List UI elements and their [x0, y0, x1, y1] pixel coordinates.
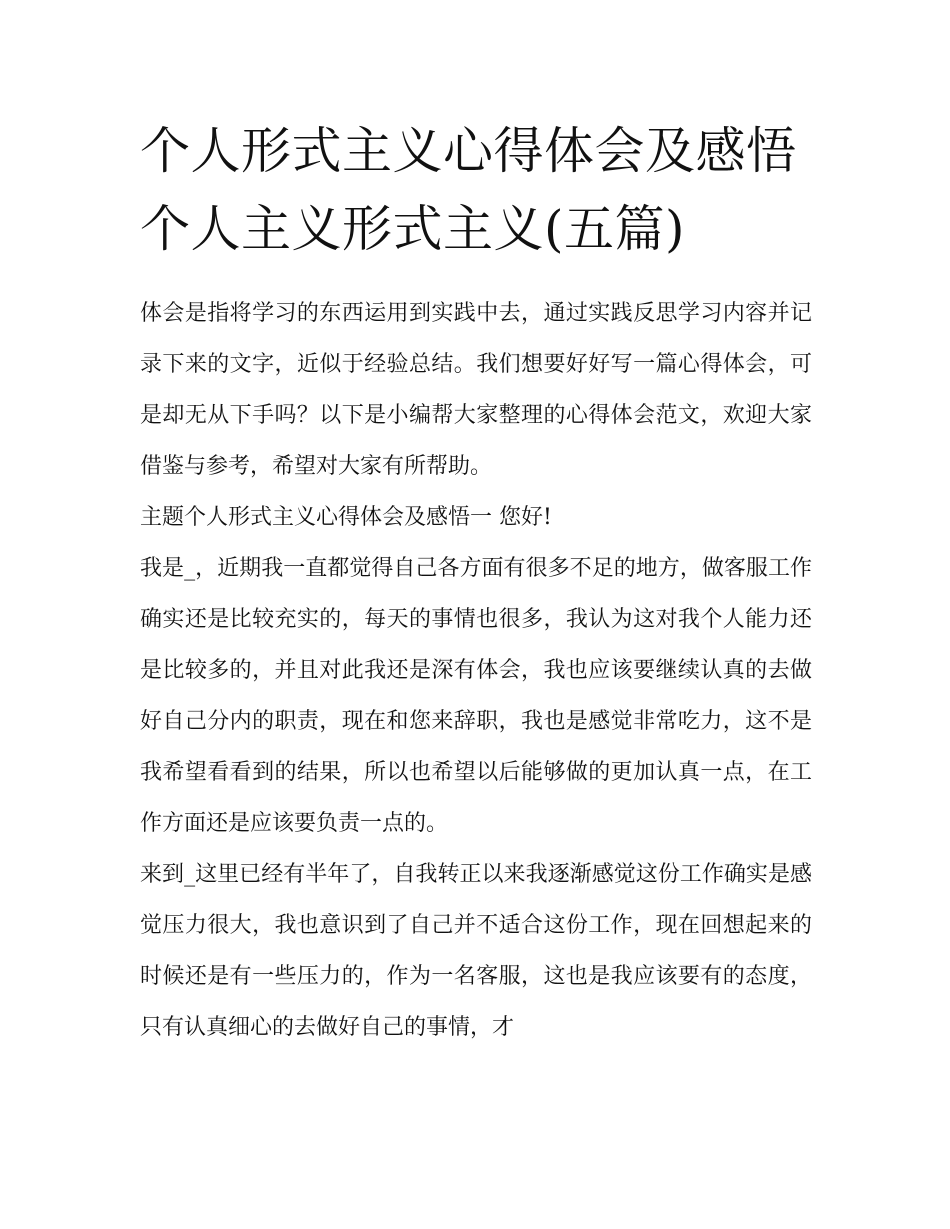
- document-title: [140, 112, 812, 268]
- document-page: [140, 112, 812, 1053]
- body-paragraph-1: 我是_，近期我一直都觉得自己各方面有很多不足的地方，做客服工作确实还是比较充实的，每天的事情也很多，我认为这对我个人能力还是比较多的，并且对此我还是深有体会，我也应该要继续认真的去做好自己分内的职责，现在和您来辞职，我也是感觉非常吃力，这不是我希望看看到的结果，所以也希望以后能够做的更加认真一点，在工作方面还是应该要负责一点的。: [140, 556, 812, 836]
- title-line-2: 个人主义形式主义(五篇): [140, 200, 686, 258]
- intro-paragraph: 体会是指将学习的东西运用到实践中去，通过实践反思学习内容并记录下来的文字，近似于经验总结。我们想要好好写一篇心得体会，可是却无从下手吗？以下是小编帮大家整理的心得体会范文，欢迎大家借鉴与参考，希望对大家有所帮助。: [140, 301, 812, 479]
- body-paragraph-2: 来到_这里已经有半年了，自我转正以来我逐渐感觉这份工作确实是感觉压力很大，我也意识到了自己并不适合这份工作，现在回想起来的时候还是有一些压力的，作为一名客服，这也是我应该要有的态度，只有认真细心的去做好自己的事情，才: [140, 862, 812, 1040]
- document-body: [140, 288, 812, 1053]
- title-line-1: 个人形式主义心得体会及感悟: [140, 122, 797, 180]
- section-heading-paragraph: 主题个人形式主义心得体会及感悟一 您好!: [140, 505, 552, 530]
